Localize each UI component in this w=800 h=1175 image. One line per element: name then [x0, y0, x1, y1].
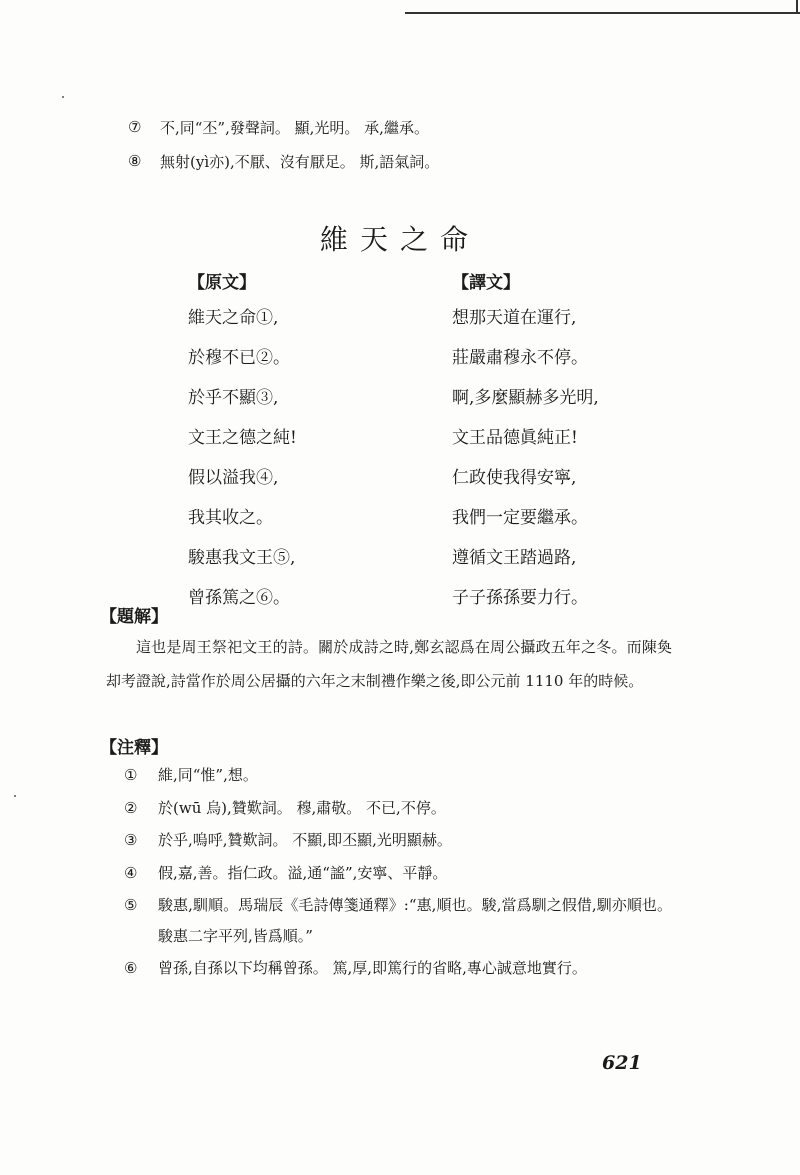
- note-marker: ④: [124, 863, 138, 882]
- original-heading: 【原文】: [188, 273, 256, 293]
- note-marker: ⑧: [128, 152, 142, 170]
- note-marker: ②: [124, 798, 138, 817]
- note-text: 曾孫,自孫以下均稱曾孫。 篤,厚,即篤行的省略,專心誠意地實行。: [158, 959, 587, 977]
- original-line: 我其收之。: [188, 508, 273, 528]
- note-item: [124, 858, 672, 889]
- original-line: 假以溢我④,: [188, 468, 279, 488]
- note-text: 維,同“惟”,想。: [158, 766, 258, 784]
- note-text: 無射(yì亦),不厭、沒有厭足。 斯,語氣詞。: [160, 152, 440, 171]
- previous-poem-notes: [128, 110, 439, 178]
- notes-list: [124, 760, 672, 986]
- note-marker: ⑥: [124, 959, 138, 977]
- note-item: [124, 825, 672, 856]
- translation-line: 我們一定要繼承。: [452, 508, 588, 528]
- note-text: 不,同“丕”,發聲詞。 顯,光明。 承,繼承。: [160, 118, 429, 137]
- translation-heading: 【譯文】: [452, 273, 520, 293]
- translation-column: [452, 268, 599, 618]
- note-marker: ③: [124, 831, 138, 849]
- translation-line: 文王品德眞純正!: [452, 428, 578, 448]
- notes-heading: 【注釋】: [100, 738, 168, 758]
- note-item: [124, 890, 672, 951]
- original-line: 曾孫篤之⑥。: [188, 588, 290, 608]
- poem-title: 維天之命: [319, 223, 480, 256]
- note-text: 假,嘉,善。指仁政。溢,通“謐”,安寧、平靜。: [158, 863, 448, 882]
- page-number: 621: [602, 1052, 642, 1074]
- note-item: [128, 110, 439, 144]
- translation-line: 啊,多麼顯赫多光明,: [452, 388, 599, 408]
- note-item: [124, 953, 672, 984]
- note-text: 駿惠,馴順。馬瑞辰《毛詩傳箋通釋》:“惠,順也。駿,當爲馴之假借,馴亦順也。駿惠二字平列,皆爲順。”: [158, 896, 672, 945]
- note-marker: ⑤: [124, 896, 138, 914]
- scan-border-line: [405, 12, 800, 14]
- jieti-paragraph: 這也是周王祭祀文王的詩。關於成詩之時,鄭玄認爲在周公攝政五年之冬。而陳奐却考證說,詩當作於周公居攝的六年之末制禮作樂之後,即公元前 1110 年的時候。: [106, 638, 672, 690]
- translation-line: 想那天道在運行,: [452, 308, 577, 328]
- original-line: 維天之命①,: [188, 308, 279, 328]
- translation-line: 莊嚴肅穆永不停。: [452, 348, 588, 368]
- original-line: 文王之德之純!: [188, 428, 297, 448]
- note-item: [128, 144, 439, 178]
- note-marker: ①: [124, 766, 138, 784]
- note-item: [124, 760, 672, 791]
- translation-line: 仁政使我得安寧,: [452, 468, 577, 488]
- scan-border-corner: [796, 0, 798, 12]
- translation-line: 遵循文王踏過路,: [452, 548, 577, 568]
- original-line: 於乎不顯③,: [188, 388, 279, 408]
- original-line: 於穆不已②。: [188, 348, 290, 368]
- translation-line: 子子孫孫要力行。: [452, 588, 588, 608]
- jieti-heading: 【題解】: [100, 607, 168, 627]
- note-marker: ⑦: [128, 118, 142, 136]
- original-line: 駿惠我文王⑤,: [188, 548, 296, 568]
- note-text: 於乎,嗚呼,贊歎詞。 不顯,即丕顯,光明顯赫。: [158, 831, 452, 849]
- original-text-column: [188, 268, 297, 618]
- note-text: 於(wū 烏),贊歎詞。 穆,肅敬。 不已,不停。: [158, 798, 446, 817]
- scan-speck: [62, 96, 64, 98]
- note-item: [124, 793, 672, 824]
- scan-speck: [14, 795, 16, 797]
